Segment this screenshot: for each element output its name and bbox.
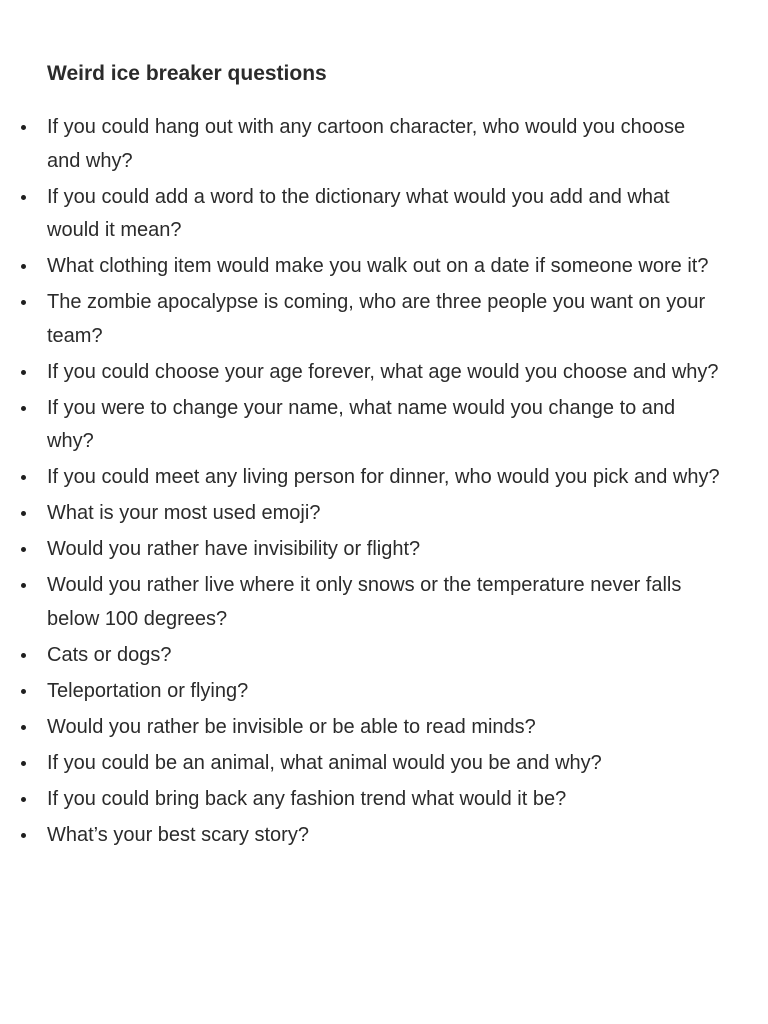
list-item: [0, 711, 768, 745]
question-text: Would you rather be invisible or be able to read minds?: [47, 715, 536, 738]
bullet-icon: [21, 689, 26, 694]
list-item: [0, 111, 768, 178]
question-text: If you were to change your name, what name would you change to and why?: [47, 396, 676, 452]
question-text: Would you rather live where it only snows or the temperature never falls below 100 degrees?: [47, 574, 682, 630]
list-item: [0, 181, 768, 248]
list-item: [0, 286, 768, 353]
question-list: [0, 111, 768, 855]
bullet-icon: [21, 475, 26, 480]
bullet-icon: [21, 511, 26, 516]
list-item: [0, 497, 768, 531]
page-title: Weird ice breaker questions: [47, 62, 327, 85]
list-item: [0, 639, 768, 673]
bullet-icon: [21, 725, 26, 730]
question-text: Would you rather have invisibility or flight?: [47, 538, 421, 560]
list-item: [0, 675, 768, 709]
bullet-icon: [21, 761, 26, 766]
list-item: [0, 461, 768, 495]
list-item: [0, 250, 768, 284]
bullet-icon: [21, 797, 26, 802]
bullet-icon: [21, 370, 26, 375]
question-text: What’s your best scary story?: [47, 823, 309, 846]
question-text: Cats or dogs?: [47, 643, 172, 666]
question-text: Teleportation or flying?: [47, 679, 249, 702]
list-item: [0, 569, 768, 636]
question-text: If you could add a word to the dictionary what would you add and what would it mean?: [47, 185, 670, 241]
question-text: If you could be an animal, what animal would you be and why?: [47, 751, 602, 774]
list-item: [0, 747, 768, 781]
bullet-icon: [21, 300, 26, 305]
question-text: The zombie apocalypse is coming, who are three people you want on your team?: [47, 291, 706, 347]
bullet-icon: [21, 195, 26, 200]
list-item: [0, 356, 768, 390]
question-text: What is your most used emoji?: [47, 502, 321, 524]
bullet-icon: [21, 125, 26, 130]
bullet-icon: [21, 547, 26, 552]
question-text: If you could hang out with any cartoon character, who would you choose and why?: [47, 116, 686, 172]
list-item: [0, 392, 768, 459]
bullet-icon: [21, 833, 26, 838]
bullet-icon: [21, 264, 26, 269]
list-item: [0, 783, 768, 817]
list-item: [0, 819, 768, 853]
bullet-icon: [21, 583, 26, 588]
question-text: If you could meet any living person for dinner, who would you pick and why?: [47, 466, 720, 488]
question-text: What clothing item would make you walk out on a date if someone wore it?: [47, 255, 709, 277]
list-item: [0, 533, 768, 567]
question-text: If you could choose your age forever, what age would you choose and why?: [47, 360, 719, 383]
bullet-icon: [21, 406, 26, 411]
bullet-icon: [21, 653, 26, 658]
question-text: If you could bring back any fashion trend what would it be?: [47, 787, 567, 810]
